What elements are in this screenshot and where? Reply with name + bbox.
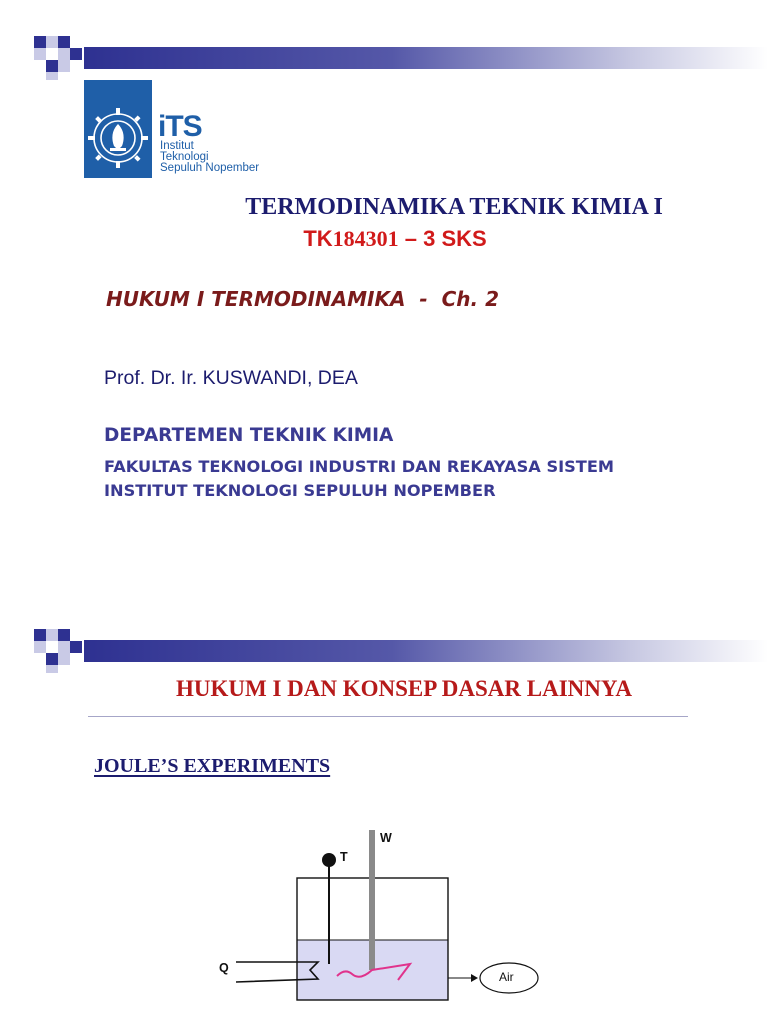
course-code-number: 184301 [332,226,399,251]
author-name: Prof. Dr. Ir. KUSWANDI, DEA [104,367,358,389]
slide-title: HUKUM I DAN KONSEP DASAR LAINNYA [175,676,632,701]
joule-experiment-diagram [0,624,768,1024]
course-code-credits: – 3 SKS [398,226,487,251]
stirrer-shaft [369,830,375,970]
course-title: TERMODINAMIKA TEKNIK KIMIA I [245,194,663,220]
arrow-head-icon [471,974,478,982]
department-name: DEPARTEMEN TEKNIK KIMIA [104,425,394,446]
content-slide [0,624,768,1024]
logo-brand: iTS [158,110,202,143]
work-label: W [380,831,392,845]
chapter-title: HUKUM I TERMODINAMIKA - Ch. 2 [106,287,500,311]
logo-line-2: Teknologi [160,151,209,163]
course-code [0,226,768,252]
outlet-label: Air [499,970,514,984]
course-code-prefix: TK [303,226,333,251]
header-decoration [34,36,768,80]
logo-line-3: Sepuluh Nopember [160,162,260,174]
faculty-name: FAKULTAS TEKNOLOGI INDUSTRI DAN REKAYASA SISTEM [104,457,615,476]
institute-name: INSTITUT TEKNOLOGI SEPULUH NOPEMBER [104,481,496,500]
heat-label: Q [219,961,229,975]
its-emblem-icon [84,80,152,178]
temperature-label: T [340,850,348,864]
section-heading: JOULE’S EXPERIMENTS [94,755,331,777]
thermometer-bulb-icon [322,853,336,867]
logo-line-1: Institut [160,140,194,152]
